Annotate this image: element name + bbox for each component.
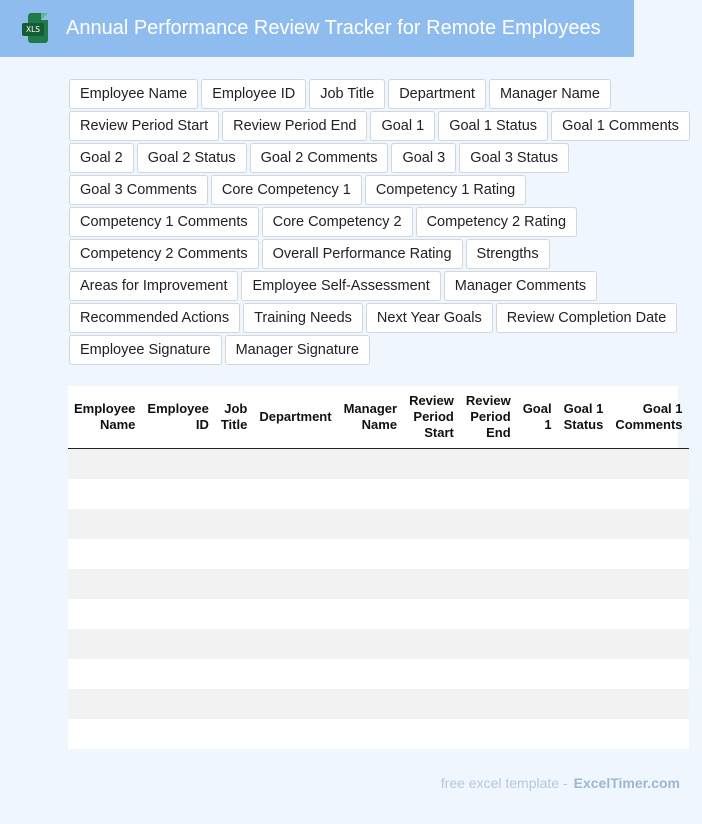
table-row (68, 539, 689, 569)
field-tag[interactable]: Job Title (309, 79, 385, 109)
column-header-line: Status (563, 416, 604, 432)
table-row (68, 569, 689, 599)
column-header-line: Job (224, 400, 248, 416)
table-cell[interactable] (215, 509, 254, 539)
table-cell[interactable] (517, 629, 558, 659)
column-header[interactable] (517, 386, 558, 448)
field-tag[interactable]: Competency 1 Rating (365, 175, 526, 205)
table-cell[interactable] (253, 448, 337, 479)
table-cell[interactable] (558, 539, 610, 569)
field-tag[interactable]: Employee Signature (69, 335, 222, 365)
field-tag[interactable]: Competency 1 Comments (69, 207, 259, 237)
column-header-line: Goal 1 (563, 400, 604, 416)
table-cell[interactable] (215, 479, 254, 509)
table-cell[interactable] (215, 599, 254, 629)
field-tag[interactable]: Core Competency 1 (211, 175, 362, 205)
field-tag[interactable]: Review Period End (222, 111, 367, 141)
table-cell[interactable] (609, 509, 688, 539)
field-tag[interactable]: Department (388, 79, 486, 109)
table-cell[interactable] (338, 719, 403, 749)
table-cell[interactable] (460, 509, 517, 539)
field-tag[interactable]: Manager Signature (225, 335, 370, 365)
table-cell[interactable] (558, 719, 610, 749)
table-cell[interactable] (338, 479, 403, 509)
table-cell[interactable] (558, 659, 610, 689)
table-cell[interactable] (338, 509, 403, 539)
column-header-line: Title (220, 416, 248, 432)
table-cell[interactable] (253, 599, 337, 629)
column-header-line: Goal (522, 400, 552, 416)
footer-lead-text: free excel template - (440, 775, 568, 791)
table-cell[interactable] (253, 689, 337, 719)
table-cell[interactable] (68, 659, 141, 689)
table-cell[interactable] (68, 539, 141, 569)
table-cell[interactable] (460, 479, 517, 509)
table-cell[interactable] (460, 689, 517, 719)
field-tag[interactable]: Review Period Start (69, 111, 219, 141)
table-cell[interactable] (517, 448, 558, 479)
table-row (68, 629, 689, 659)
table-cell[interactable] (141, 509, 214, 539)
table-cell[interactable] (253, 509, 337, 539)
table-cell[interactable] (403, 479, 460, 509)
table-cell[interactable] (609, 689, 688, 719)
table-cell[interactable] (517, 509, 558, 539)
column-header-line: Name (100, 416, 136, 432)
field-tag[interactable]: Goal 3 Status (459, 143, 569, 173)
page-title: Annual Performance Review Tracker for Remote Employees (66, 17, 601, 39)
field-tag[interactable]: Manager Comments (444, 271, 597, 301)
table-cell[interactable] (558, 448, 610, 479)
column-header[interactable] (558, 386, 610, 448)
table-row (68, 659, 689, 689)
column-header-line: Period (470, 408, 511, 424)
table-cell[interactable] (558, 689, 610, 719)
table-cell[interactable] (609, 719, 688, 749)
table-cell[interactable] (338, 448, 403, 479)
footer-brand-link[interactable]: ExcelTimer.com (573, 775, 680, 791)
table-cell[interactable] (253, 539, 337, 569)
column-header-line: Comments (615, 416, 683, 432)
column-header-line: Start (424, 424, 454, 440)
xls-icon-label: XLS (22, 23, 44, 36)
table-cell[interactable] (403, 599, 460, 629)
table-cell[interactable] (215, 539, 254, 569)
table-cell[interactable] (215, 448, 254, 479)
table-cell[interactable] (609, 569, 688, 599)
field-tag[interactable]: Manager Name (489, 79, 611, 109)
field-tag[interactable]: Competency 2 Comments (69, 239, 259, 269)
table-cell[interactable] (338, 539, 403, 569)
field-tag[interactable]: Areas for Improvement (69, 271, 238, 301)
table-cell[interactable] (460, 599, 517, 629)
table-cell[interactable] (517, 599, 558, 629)
table-cell[interactable] (609, 599, 688, 629)
tracker-table-container[interactable] (68, 386, 683, 749)
header-banner (0, 0, 634, 57)
table-cell[interactable] (253, 659, 337, 689)
table-cell[interactable] (609, 479, 688, 509)
field-tag[interactable]: Goal 2 Comments (250, 143, 389, 173)
field-tag[interactable]: Core Competency 2 (262, 207, 413, 237)
table-cell[interactable] (215, 569, 254, 599)
field-tag[interactable]: Recommended Actions (69, 303, 240, 333)
table-cell[interactable] (609, 629, 688, 659)
table-row (68, 448, 689, 479)
field-list (69, 79, 699, 367)
table-cell[interactable] (403, 689, 460, 719)
column-header-line: ID (195, 416, 209, 432)
field-tag[interactable]: Overall Performance Rating (262, 239, 463, 269)
table-cell[interactable] (253, 479, 337, 509)
table-cell[interactable] (141, 629, 214, 659)
column-header-line: Name (361, 416, 398, 432)
table-cell[interactable] (338, 659, 403, 689)
column-header-line: Manager (343, 400, 398, 416)
table-cell[interactable] (460, 539, 517, 569)
column-header-line: End (486, 424, 511, 440)
table-cell[interactable] (215, 659, 254, 689)
table-row (68, 479, 689, 509)
table-cell[interactable] (338, 689, 403, 719)
table-cell[interactable] (141, 689, 214, 719)
table-cell[interactable] (141, 719, 214, 749)
table-cell[interactable] (141, 659, 214, 689)
field-tag[interactable]: Review Completion Date (496, 303, 678, 333)
table-cell[interactable] (460, 719, 517, 749)
column-header[interactable] (68, 386, 141, 448)
field-tag[interactable]: Goal 1 Comments (551, 111, 690, 141)
table-cell[interactable] (338, 569, 403, 599)
table-cell[interactable] (460, 448, 517, 479)
tracker-table (68, 386, 689, 749)
column-header-line: Department (259, 408, 332, 424)
field-tag[interactable]: Training Needs (243, 303, 363, 333)
table-cell[interactable] (141, 448, 214, 479)
field-tag[interactable]: Goal 1 Status (438, 111, 548, 141)
table-cell[interactable] (68, 689, 141, 719)
table-cell[interactable] (517, 569, 558, 599)
footer-credit (441, 775, 680, 791)
column-header-line: Review (409, 392, 454, 408)
table-cell[interactable] (517, 479, 558, 509)
table-header-row (68, 386, 689, 448)
table-cell[interactable] (403, 569, 460, 599)
table-cell[interactable] (68, 599, 141, 629)
table-cell[interactable] (338, 629, 403, 659)
table-cell[interactable] (609, 659, 688, 689)
column-header-line: Review (465, 392, 511, 408)
table-cell[interactable] (141, 539, 214, 569)
table-cell[interactable] (403, 659, 460, 689)
table-cell[interactable] (68, 479, 141, 509)
table-cell[interactable] (460, 629, 517, 659)
table-cell[interactable] (517, 659, 558, 689)
table-cell[interactable] (215, 719, 254, 749)
table-cell[interactable] (253, 629, 337, 659)
table-cell[interactable] (403, 509, 460, 539)
table-cell[interactable] (68, 448, 141, 479)
table-cell[interactable] (215, 629, 254, 659)
table-cell[interactable] (403, 448, 460, 479)
table-row (68, 719, 689, 749)
field-tag[interactable]: Employee ID (201, 79, 306, 109)
column-header[interactable] (338, 386, 403, 448)
table-cell[interactable] (609, 539, 688, 569)
table-cell[interactable] (517, 539, 558, 569)
table-cell[interactable] (403, 719, 460, 749)
table-cell[interactable] (609, 448, 688, 479)
column-header[interactable] (609, 386, 688, 448)
table-cell[interactable] (403, 539, 460, 569)
field-tag[interactable]: Employee Name (69, 79, 198, 109)
field-tag[interactable]: Goal 3 (391, 143, 456, 173)
table-cell[interactable] (141, 599, 214, 629)
field-tag[interactable]: Employee Self-Assessment (241, 271, 440, 301)
column-header[interactable] (141, 386, 214, 448)
column-header-line: 1 (544, 416, 552, 432)
table-cell[interactable] (68, 629, 141, 659)
field-tag[interactable]: Goal 1 (370, 111, 435, 141)
column-header-line: Employee (147, 400, 209, 416)
column-header[interactable] (215, 386, 254, 448)
field-tag[interactable]: Goal 3 Comments (69, 175, 208, 205)
field-tag[interactable]: Goal 2 Status (137, 143, 247, 173)
table-row (68, 599, 689, 629)
table-cell[interactable] (253, 719, 337, 749)
table-row (68, 689, 689, 719)
table-cell[interactable] (558, 629, 610, 659)
table-cell[interactable] (215, 689, 254, 719)
column-header-line: Employee (74, 400, 136, 416)
table-cell[interactable] (558, 569, 610, 599)
field-tag[interactable]: Strengths (466, 239, 550, 269)
column-header[interactable] (253, 386, 337, 448)
table-cell[interactable] (460, 569, 517, 599)
column-header-line: Goal 1 (642, 400, 683, 416)
table-cell[interactable] (460, 659, 517, 689)
table-cell[interactable] (403, 629, 460, 659)
field-tag[interactable]: Goal 2 (69, 143, 134, 173)
xls-file-icon (22, 13, 50, 45)
field-tag[interactable]: Next Year Goals (366, 303, 493, 333)
table-cell[interactable] (517, 719, 558, 749)
table-cell[interactable] (68, 509, 141, 539)
table-cell[interactable] (558, 599, 610, 629)
field-tag[interactable]: Competency 2 Rating (416, 207, 577, 237)
table-cell[interactable] (517, 689, 558, 719)
table-cell[interactable] (338, 599, 403, 629)
table-cell[interactable] (558, 479, 610, 509)
table-cell[interactable] (68, 719, 141, 749)
table-row (68, 509, 689, 539)
column-header[interactable] (460, 386, 517, 448)
column-header[interactable] (403, 386, 460, 448)
table-cell[interactable] (141, 569, 214, 599)
table-cell[interactable] (558, 509, 610, 539)
column-header-line: Period (413, 408, 454, 424)
table-cell[interactable] (141, 479, 214, 509)
table-cell[interactable] (253, 569, 337, 599)
table-cell[interactable] (68, 569, 141, 599)
